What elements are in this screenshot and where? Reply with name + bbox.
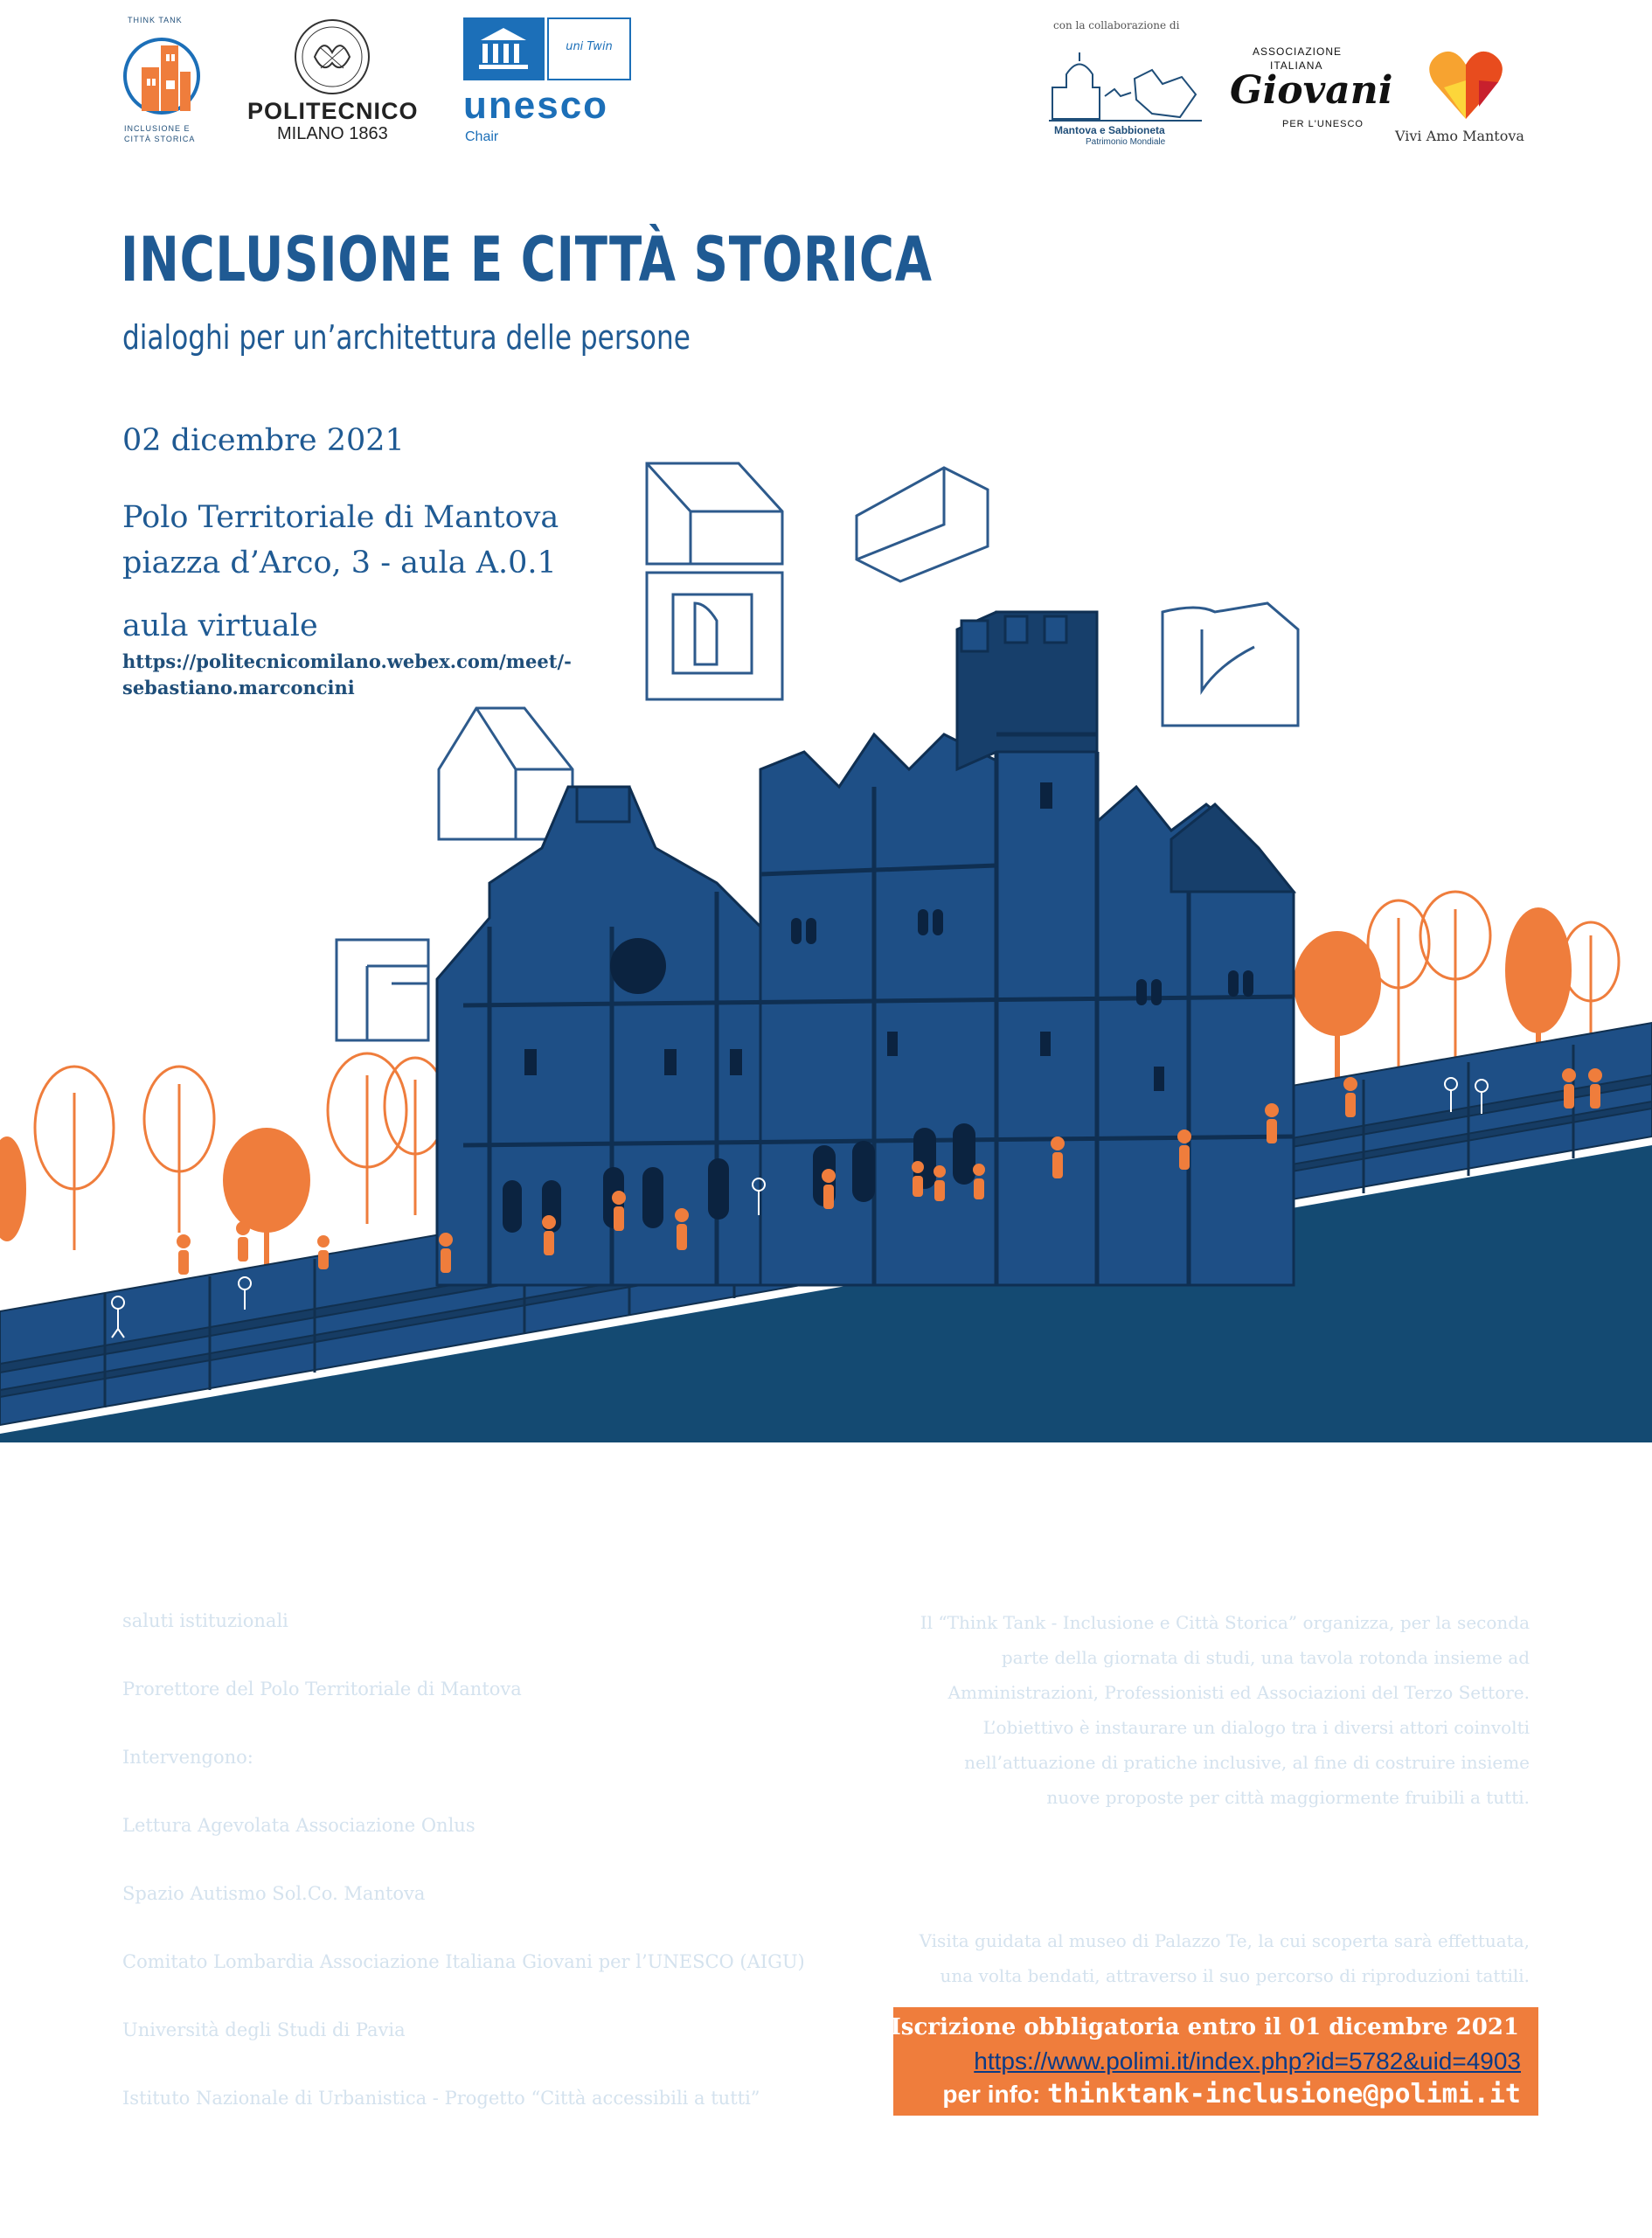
speaker-name: Giulio Del Giudice [122,1913,364,1940]
afternoon-title-2: normativa, strumenti e future prospettive [914,1538,1530,1575]
speaker-role: Comitato Lombardia Associazione Italiana Giovani per l’UNESCO (AIGU) [122,1951,805,1972]
afternoon-heading: POMERIGGIO - dalle ore 14.30 alle ore 16.00 [963,1449,1530,1478]
unesco-chair-label: Chair [465,129,499,144]
afternoon-paragraph [920,1605,1530,1815]
registration-box [890,2007,1538,2116]
vivi-amo-mantova-label: Vivi Amo Mantova [1395,128,1524,144]
mantova-logo-sub: Patrimonio Mondiale [1086,137,1166,147]
morning-heading: MATTINA - dalle ore 9.30 alle ore 13.00 [122,1449,621,1478]
event-place-line-1: Polo Territoriale di Mantova [122,500,559,535]
polimi-sub: MILANO 1863 [277,124,388,143]
paragraph-line: Amministrazioni, Professionisti ed Associazioni del Terzo Settore. [947,1682,1530,1703]
greetings-role: Prorettore del Polo Territoriale di Mantova [122,1678,522,1699]
speaker-role: Lettura Agevolata Associazione Onlus [122,1815,475,1836]
event-subtitle: dialoghi per un’architettura delle persone [122,318,691,357]
aigu-line-1: ASSOCIAZIONE [1253,45,1343,58]
virtual-room-label: aula virtuale [122,608,318,643]
aigu-giovani: Giovani [1230,68,1393,113]
speaker-name: Arch. Iginio Rossi [122,2049,359,2076]
virtual-room-link-2[interactable]: sebastiano.marconcini [122,677,355,699]
morning-title-1: approcci progettuali inclusivi [122,1491,549,1528]
event-place-line-2: piazza d’Arco, 3 - aula A.0.1 [122,546,557,580]
virtual-room-link-1[interactable]: https://politecnicomilano.webex.com/meet/- [122,650,572,672]
speaker-role: Università degli Studi di Pavia [122,2019,406,2040]
speakers-label: Intervengono: [122,1747,253,1768]
collaboration-label: con la collaborazione di [1053,19,1180,31]
event-date: 02 dicembre 2021 [122,423,405,458]
thinktank-top-label: THINK TANK [128,16,183,24]
thinktank-bottom-label-1: INCLUSIONE E [124,124,191,133]
event-title: INCLUSIONE E CITTÀ STORICA [121,224,933,295]
extra-event-paragraph [920,1923,1530,1993]
info-label: per info: [942,2081,1041,2108]
speaker-name: Ing. Valentina Giacometti [122,1981,462,2008]
unitwin-label: uni Twin [566,40,613,53]
extra-event-title: percorso sensoriale a Palazzo Te [1056,1866,1530,1904]
speaker-role: Istituto Nazionale di Urbanistica - Progetto “Città accessibili a tutti” [122,2088,760,2109]
paragraph-line: L’obiettivo è instaurare un dialogo tra i diversi attori coinvolti [982,1717,1530,1738]
paragraph-line: parte della giornata di studi, una tavola rotonda insieme ad [1001,1647,1530,1668]
aigu-line-3: PER L'UNESCO [1282,119,1364,129]
speaker-name: Laura Delfino [122,1845,302,1872]
paragraph-line: nuove proposte per città maggiormente fruibili a tutti. [1046,1787,1530,1808]
paragraph-line: Visita guidata al museo di Palazzo Te, la cui scoperta sarà effettuata, [919,1930,1530,1951]
paragraph-line: Il “Think Tank - Inclusione e Città Storica” organizza, per la seconda [920,1612,1530,1633]
paragraph-line: nell’attuazione di pratiche inclusive, al fine di costruire insieme [964,1752,1530,1773]
unesco-wordmark: unesco [463,84,609,127]
aigu-line-2: ITALIANA [1270,59,1323,72]
mantova-logo-name: Mantova e Sabbioneta [1054,124,1165,136]
registration-deadline: Iscrizione obbligatoria entro il 01 dicembre 2021 [890,2014,1519,2040]
speaker-name: Arch. Lucia Baracco [122,1776,390,1804]
morning-title-2: per la città e il patrimonio culturale [122,1538,643,1575]
afternoon-title-1: inclusione e pratica progettuale: [1052,1491,1530,1528]
extra-event-heading: EVENTO - sabato 04 dicembre ale ore 15.00 [977,1825,1530,1854]
greetings-name: Prof. Federico Bucci [122,1640,391,1667]
info-email-link[interactable]: thinktank-inclusione@polimi.it [1047,2079,1521,2109]
speaker-role: Spazio Autismo Sol.Co. Mantova [122,1883,426,1904]
thinktank-bottom-label-2: CITTÀ STORICA [124,135,196,143]
registration-link[interactable]: https://www.polimi.it/index.php?id=5782&uid=4903 [974,2047,1521,2075]
paragraph-line: una volta bendati, attraverso il suo percorso di riproduzioni tattili. [940,1965,1530,1986]
polimi-name: POLITECNICO [247,98,419,124]
registration-info [942,2079,1521,2109]
greetings-label: saluti istituzionali [122,1610,288,1631]
